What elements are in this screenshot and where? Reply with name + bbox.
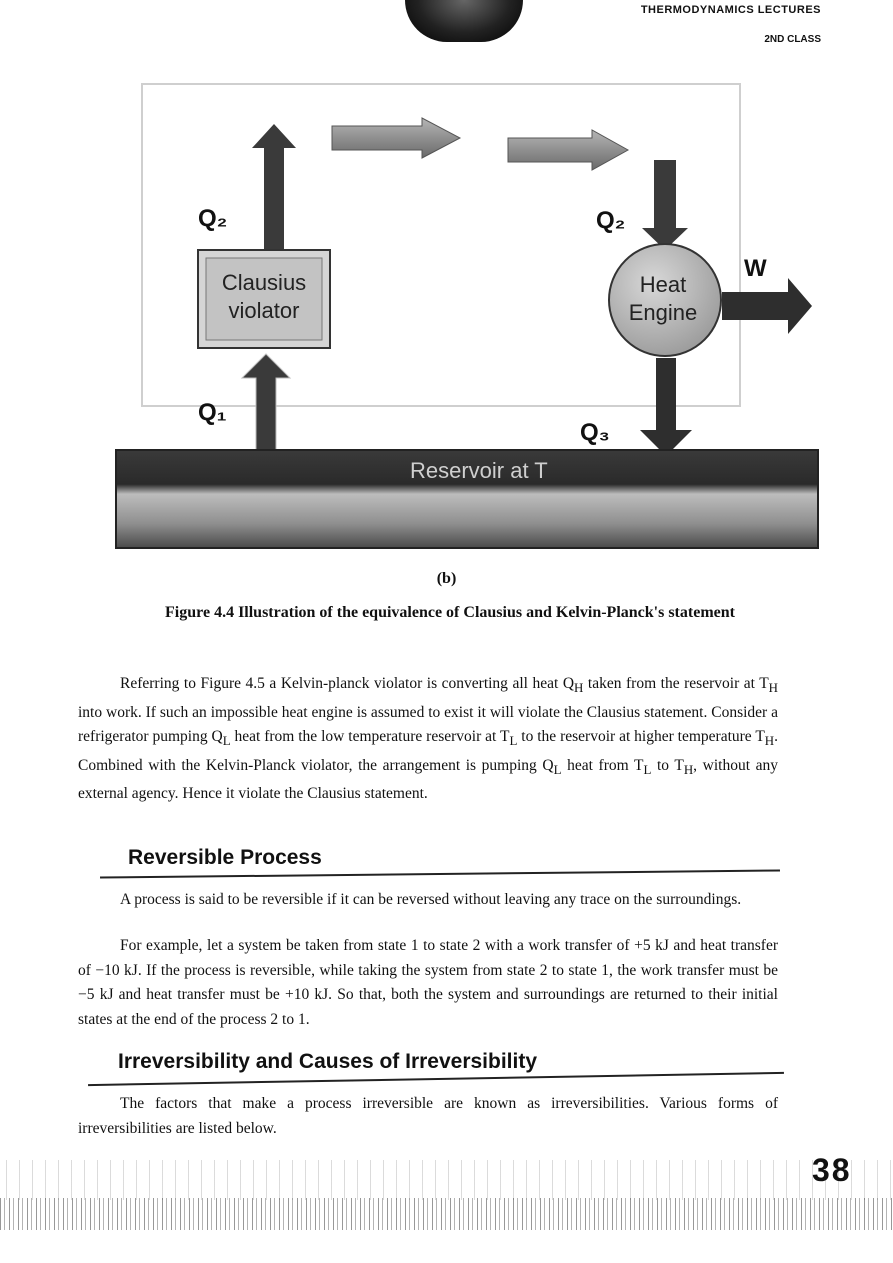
q2-up-arrow	[252, 124, 296, 250]
paragraph-irreversibility: The factors that make a process irreversible are known as irreversibilities. Various forms of irreversibilities are listed below.	[78, 1095, 778, 1137]
q2-left-label: Q₂	[198, 205, 228, 232]
w-right-arrow	[722, 278, 812, 334]
top-arrow-2	[508, 130, 628, 170]
scan-noise-upper	[0, 1160, 893, 1200]
q3-label: Q₃	[580, 419, 610, 446]
diagram-sub-caption: (b)	[436, 570, 457, 587]
q2-down-arrow	[642, 160, 688, 250]
header-logo	[405, 0, 523, 42]
header-class: 2ND CLASS	[764, 34, 821, 45]
header-title: THERMODYNAMICS LECTURES	[640, 4, 821, 16]
q2-right-label: Q₂	[596, 207, 626, 234]
paragraph-kelvin-planck: Referring to Figure 4.5 a Kelvin-planck violator is converting all heat $Q_H$ taken from the reservoir at $T_H$ into work. If such an impossible heat engine is assumed to exist it will violate the Clausius statement. Consider a refrigerator pumping $Q_L$ heat from the low temperature reservoir at $T_L$ to the reservoir at higher temperature $T_H$. Combined with the Kelvin-Planck violator, the arrangement is pumping $Q_L$ heat from $T_L$ to $T_H$, without any external agency. Hence it violate the Clausius statement.	[78, 675, 778, 803]
clausius-violator-box	[198, 250, 330, 348]
section-title-irreversibility: Irreversibility and Causes of Irreversibility	[118, 1050, 538, 1073]
figure-diagram	[110, 78, 822, 553]
w-label: W	[744, 255, 767, 282]
paragraph-reversible-example: For example, let a system be taken from state 1 to state 2 with a work transfer of +5 kJ and heat transfer of −10 kJ. If the process is reversible, while taking the system from state 2 to state 1, the work transfer must be −5 kJ and heat transfer must be +10 kJ. So that, both the system and surroundings are returned to their initial states at the end of the process 2 to 1.	[78, 937, 778, 1028]
violator-label-1: Clausius	[221, 270, 307, 295]
section-title-reversible: Reversible Process	[128, 846, 322, 869]
q1-up-arrow	[242, 354, 290, 450]
diagram-svg	[110, 78, 822, 553]
paragraph-reversible-def: A process is said to be reversible if it can be reversed without leaving any trace on the surroundings.	[120, 891, 742, 908]
reservoir-block	[116, 450, 818, 548]
page-number: 38	[812, 1152, 852, 1188]
engine-label-2: Engine	[628, 300, 698, 325]
section-underline-1	[100, 869, 780, 878]
scan-noise-lower	[0, 1198, 893, 1230]
engine-label-1: Heat	[639, 272, 687, 297]
heat-engine-circle	[609, 244, 721, 356]
q1-label: Q₁	[198, 399, 227, 426]
top-arrow-1	[332, 118, 460, 158]
figure-caption: Figure 4.4 Illustration of the equivalence of Clausius and Kelvin-Planck's statement	[165, 604, 735, 621]
reservoir-label: Reservoir at T	[410, 458, 548, 483]
violator-label-2: violator	[228, 298, 300, 323]
